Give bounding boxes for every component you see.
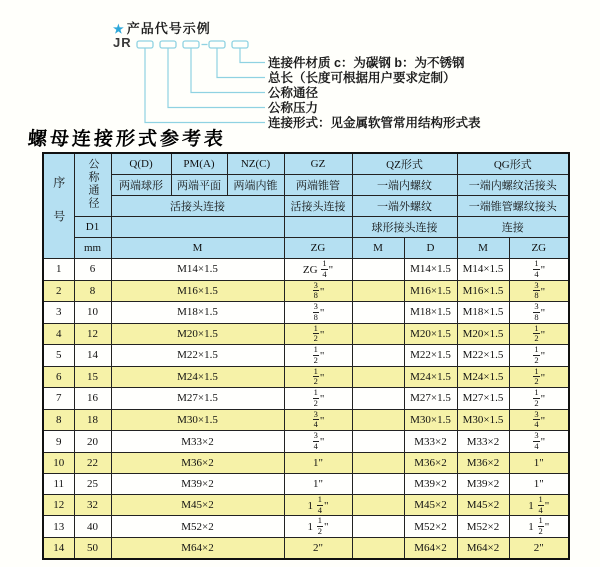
header-unit-qz-m: M	[352, 238, 404, 259]
table-row	[43, 280, 569, 302]
header-empty-2	[284, 217, 352, 238]
product-code-heading-text: 产品代号示例	[126, 21, 211, 36]
header-end-type-qd: 两端球形	[111, 175, 171, 196]
header-connection: 连接	[457, 217, 569, 238]
table-row	[43, 473, 569, 494]
connector-line-material	[240, 48, 265, 63]
header-empty-1	[111, 217, 284, 238]
table-row	[43, 302, 569, 324]
header-conn-taper: 一端锥管螺纹接头	[457, 196, 569, 217]
header-row-3	[43, 196, 569, 217]
cell-no: 11	[43, 473, 74, 494]
header-row-1	[43, 153, 569, 175]
cell-qz_m	[352, 366, 404, 388]
cell-qz_m	[352, 431, 404, 453]
cell-no: 2	[43, 280, 74, 302]
header-group-qd: Q(D)	[111, 153, 171, 175]
cell-qz_m	[352, 473, 404, 494]
cell-dn: 18	[74, 409, 111, 431]
cell-zg: $\frac{3}{4}$ "	[284, 409, 352, 431]
header-end-type-nzc: 两端内锥	[227, 175, 284, 196]
header-conn-ext-thread: 一端外螺纹	[352, 196, 457, 217]
cell-qg_m: M33×2	[457, 431, 509, 453]
cell-qz_d: M14×1.5	[404, 259, 457, 281]
cell-qg_zg: $\frac{1}{2}$ "	[509, 388, 569, 410]
cell-qz_d: M33×2	[404, 431, 457, 453]
cell-qg_zg: $\frac{3}{8}$ "	[509, 280, 569, 302]
cell-qg_m: M24×1.5	[457, 366, 509, 388]
cell-qg_zg: 2"	[509, 537, 569, 559]
header-row-2	[43, 175, 569, 196]
header-unit-qz-d: D	[404, 238, 457, 259]
cell-qg_zg: 1"	[509, 452, 569, 473]
cell-dn: 8	[74, 280, 111, 302]
cell-qg_zg: $\frac{1}{2}$ "	[509, 323, 569, 345]
table-row	[43, 452, 569, 473]
cell-zg: $\frac{1}{2}$ "	[284, 388, 352, 410]
header-row-5	[43, 238, 569, 259]
cell-no: 14	[43, 537, 74, 559]
cell-m: M24×1.5	[111, 366, 284, 388]
header-group-qg: QG形式	[457, 153, 569, 175]
cell-m: M52×2	[111, 516, 284, 538]
table-row	[43, 431, 569, 453]
cell-qg_m: M18×1.5	[457, 302, 509, 324]
cell-qg_zg: 1 $\frac{1}{4}$ "	[509, 494, 569, 516]
cell-dn: 50	[74, 537, 111, 559]
cell-qg_zg: 1 $\frac{1}{2}$ "	[509, 516, 569, 538]
cell-qz_m	[352, 259, 404, 281]
cell-m: M33×2	[111, 431, 284, 453]
cell-dn: 20	[74, 431, 111, 453]
cell-qg_m: M39×2	[457, 473, 509, 494]
cell-qz_m	[352, 452, 404, 473]
cell-qz_d: M39×2	[404, 473, 457, 494]
cell-qg_m: M22×1.5	[457, 345, 509, 367]
cell-qg_m: M16×1.5	[457, 280, 509, 302]
table-row	[43, 494, 569, 516]
header-conn-union-gz: 活接头连接	[284, 196, 352, 217]
cell-qz_m	[352, 280, 404, 302]
cell-qg_m: M45×2	[457, 494, 509, 516]
star-icon: ★	[113, 22, 125, 36]
cell-dn: 12	[74, 323, 111, 345]
cell-zg: 1"	[284, 473, 352, 494]
cell-zg: $\frac{1}{2}$ "	[284, 366, 352, 388]
cell-qg_zg: $\frac{3}{8}$ "	[509, 302, 569, 324]
header-unit-m: M	[111, 238, 284, 259]
cell-m: M36×2	[111, 452, 284, 473]
cell-qz_m	[352, 409, 404, 431]
header-end-type-qg: 一端内螺纹活接头	[457, 175, 569, 196]
header-dn: 公称通径	[74, 153, 111, 217]
cell-dn: 40	[74, 516, 111, 538]
cell-no: 9	[43, 431, 74, 453]
table-row	[43, 323, 569, 345]
cell-qz_m	[352, 537, 404, 559]
product-code-prefix: JR	[113, 35, 132, 50]
cell-zg: $\frac{3}{8}$ "	[284, 302, 352, 324]
table-body	[43, 259, 569, 559]
cell-no: 3	[43, 302, 74, 324]
table-row	[43, 516, 569, 538]
nut-connection-table	[42, 152, 570, 560]
cell-no: 4	[43, 323, 74, 345]
header-row-4	[43, 217, 569, 238]
cell-dn: 6	[74, 259, 111, 281]
cell-zg: $\frac{1}{2}$ "	[284, 323, 352, 345]
cell-m: M45×2	[111, 494, 284, 516]
table-row	[43, 345, 569, 367]
cell-m: M30×1.5	[111, 409, 284, 431]
cell-qz_d: M64×2	[404, 537, 457, 559]
cell-qg_zg: $\frac{3}{4}$ "	[509, 431, 569, 453]
cell-qz_m	[352, 323, 404, 345]
cell-qg_m: M27×1.5	[457, 388, 509, 410]
cell-qz_d: M16×1.5	[404, 280, 457, 302]
cell-qz_m	[352, 516, 404, 538]
header-end-type-pma: 两端平面	[171, 175, 227, 196]
cell-dn: 25	[74, 473, 111, 494]
cell-qg_m: M52×2	[457, 516, 509, 538]
cell-m: M64×2	[111, 537, 284, 559]
header-ball-joint: 球形接头连接	[352, 217, 457, 238]
connector-line-diameter	[191, 48, 265, 93]
cell-qz_m	[352, 345, 404, 367]
header-unit-qg-m: M	[457, 238, 509, 259]
table-row	[43, 409, 569, 431]
cell-qz_d: M20×1.5	[404, 323, 457, 345]
code-box-2	[160, 41, 176, 48]
cell-qz_d: M45×2	[404, 494, 457, 516]
cell-no: 1	[43, 259, 74, 281]
code-label-length: 总长（长度可根据用户要求定制）	[268, 71, 456, 85]
cell-qz_d: M24×1.5	[404, 366, 457, 388]
cell-zg: 1 $\frac{1}{2}$ "	[284, 516, 352, 538]
cell-zg: $\frac{1}{2}$ "	[284, 345, 352, 367]
cell-no: 6	[43, 366, 74, 388]
cell-no: 13	[43, 516, 74, 538]
cell-qz_d: M30×1.5	[404, 409, 457, 431]
cell-m: M18×1.5	[111, 302, 284, 324]
cell-qz_m	[352, 388, 404, 410]
header-group-nzc: NZ(C)	[227, 153, 284, 175]
cell-m: M39×2	[111, 473, 284, 494]
header-seq: 序号	[43, 153, 74, 259]
cell-qg_m: M30×1.5	[457, 409, 509, 431]
cell-qz_d: M22×1.5	[404, 345, 457, 367]
cell-zg: $\frac{3}{8}$ "	[284, 280, 352, 302]
header-unit-qg-zg: ZG	[509, 238, 569, 259]
connector-line-form	[145, 48, 265, 123]
code-box-1	[137, 41, 153, 48]
cell-qz_d: M27×1.5	[404, 388, 457, 410]
cell-m: M20×1.5	[111, 323, 284, 345]
cell-m: M27×1.5	[111, 388, 284, 410]
cell-no: 7	[43, 388, 74, 410]
cell-zg: ZG $\frac{1}{4}$ "	[284, 259, 352, 281]
cell-qg_m: M36×2	[457, 452, 509, 473]
cell-qg_zg: $\frac{1}{4}$ "	[509, 259, 569, 281]
cell-dn: 22	[74, 452, 111, 473]
cell-qz_m	[352, 494, 404, 516]
header-group-pma: PM(A)	[171, 153, 227, 175]
code-label-material: 连接件材质 c：为碳钢 b：为不锈钢	[268, 56, 465, 70]
cell-qg_zg: $\frac{3}{4}$ "	[509, 409, 569, 431]
cell-no: 5	[43, 345, 74, 367]
connector-lines	[145, 48, 265, 123]
cell-zg: $\frac{3}{4}$ "	[284, 431, 352, 453]
cell-m: M14×1.5	[111, 259, 284, 281]
header-conn-union: 活接头连接	[111, 196, 284, 217]
cell-m: M16×1.5	[111, 280, 284, 302]
header-end-type-gz: 两端锥管	[284, 175, 352, 196]
table-row	[43, 537, 569, 559]
table-title: 螺母连接形式参考表	[27, 128, 227, 150]
header-unit-zg: ZG	[284, 238, 352, 259]
header-d1: D1	[74, 217, 111, 238]
code-box-5	[232, 41, 248, 48]
cell-no: 8	[43, 409, 74, 431]
table-row	[43, 259, 569, 281]
header-group-gz: GZ	[284, 153, 352, 175]
table-row	[43, 388, 569, 410]
cell-qg_zg: 1"	[509, 473, 569, 494]
header-mm: mm	[74, 238, 111, 259]
table-header	[43, 153, 569, 259]
cell-qz_d: M18×1.5	[404, 302, 457, 324]
table-row	[43, 366, 569, 388]
code-boxes	[137, 41, 248, 48]
cell-zg: 2"	[284, 537, 352, 559]
cell-qg_zg: $\frac{1}{2}$ "	[509, 345, 569, 367]
cell-qg_m: M64×2	[457, 537, 509, 559]
cell-no: 10	[43, 452, 74, 473]
cell-qz_d: M52×2	[404, 516, 457, 538]
cell-qg_zg: $\frac{1}{2}$ "	[509, 366, 569, 388]
cell-dn: 32	[74, 494, 111, 516]
code-label-form: 连接形式：见金属软管常用结构形式表	[268, 116, 481, 130]
cell-qg_m: M14×1.5	[457, 259, 509, 281]
cell-qz_m	[352, 302, 404, 324]
cell-m: M22×1.5	[111, 345, 284, 367]
code-box-3	[183, 41, 199, 48]
header-group-qz: QZ形式	[352, 153, 457, 175]
code-box-4	[209, 41, 225, 48]
cell-dn: 10	[74, 302, 111, 324]
code-label-pressure: 公称压力	[268, 101, 319, 115]
cell-dn: 14	[74, 345, 111, 367]
cell-qg_m: M20×1.5	[457, 323, 509, 345]
cell-qz_d: M36×2	[404, 452, 457, 473]
cell-zg: 1 $\frac{1}{4}$ "	[284, 494, 352, 516]
header-end-type-qz: 一端内螺纹	[352, 175, 457, 196]
code-label-diameter: 公称通径	[268, 86, 319, 100]
cell-zg: 1"	[284, 452, 352, 473]
cell-dn: 16	[74, 388, 111, 410]
cell-no: 12	[43, 494, 74, 516]
cell-dn: 15	[74, 366, 111, 388]
